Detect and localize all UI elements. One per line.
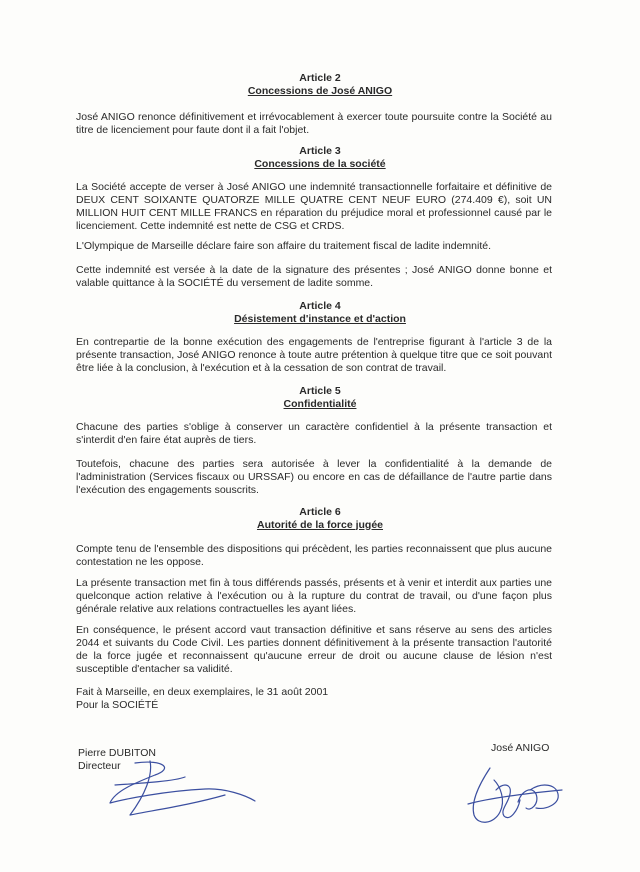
paragraph: La Société accepte de verser à José ANIGO une indemnité transactionnelle forfaitaire et définitive de DEUX CENT SOIXANTE QUATORZE MILLE QUATRE CENT NEUF EURO (274.409 €), soit UN MILLION HUIT CENT MILLE FRANCS en réparation du préjudice moral et professionnel causé par le licenciement. Cette indemnité est nette de CSG et CRDS. — [76, 181, 552, 232]
article-number: Article 3 — [299, 145, 341, 157]
paragraph: Cette indemnité est versée à la date de la signature des présentes ; José ANIGO donne bonne et valable quittance à la SOCIÉTÉ du versement de ladite somme. — [76, 264, 552, 289]
article-4-heading — [0, 300, 640, 325]
employee-signatory-name: José ANIGO — [491, 742, 550, 754]
article-title: Concessions de la société — [254, 157, 386, 170]
paragraph: En conséquence, le présent accord vaut transaction définitive et sans réserve au sens des articles 2044 et suivants du Code Civil. Les parties donnent définitivement à la présente transaction l'autorité de la force jugée et reconnaissent qu'aucune erreur de droit ou aucune clause de lésion n'est susceptible d'entacher sa validité. — [76, 624, 552, 675]
paragraph: L'Olympique de Marseille déclare faire son affaire du traitement fiscal de ladite indemnité. — [76, 240, 492, 252]
article-title: Autorité de la force jugée — [256, 518, 384, 531]
article-number: Article 4 — [299, 300, 341, 312]
company-signatory-name: Pierre DUBITON — [78, 747, 156, 759]
article-number: Article 5 — [299, 385, 341, 397]
article-title: Confidentialité — [283, 397, 357, 410]
article-title: Désistement d'instance et d'action — [234, 312, 406, 325]
paragraph: Compte tenu de l'ensemble des dispositions qui précèdent, les parties reconnaissent que plus aucune contestation ne les oppose. — [76, 543, 552, 568]
article-2-heading — [0, 72, 640, 97]
article-6-heading — [0, 506, 640, 531]
employee-signature — [460, 760, 570, 835]
article-3-heading — [0, 145, 640, 170]
closing-for-company: Pour la SOCIÉTÉ — [76, 699, 159, 711]
paragraph: José ANIGO renonce définitivement et irrévocablement à exercer toute poursuite contre la Société au titre de licenciement pour faute dont il a fait l'objet. — [76, 111, 552, 136]
company-signatory-role: Directeur — [78, 760, 121, 772]
paragraph: Toutefois, chacune des parties sera autorisée à lever la confidentialité à la demande de l'administration (Services fiscaux ou URSSAF) ou encore en cas de défaillance de l'autre partie dans l'exécution des engagements souscrits. — [76, 458, 552, 496]
closing-place-date: Fait à Marseille, en deux exemplaires, le 31 août 2001 — [76, 686, 329, 698]
paragraph: Chacune des parties s'oblige à conserver un caractère confidentiel à la présente transaction et s'interdit d'en faire état auprès de tiers. — [76, 421, 552, 446]
article-number: Article 2 — [299, 72, 341, 84]
paragraph: La présente transaction met fin à tous différends passés, présents et à venir et interdit aux parties une quelconque action relative à l'exécution ou à la rupture du contrat de travail, ou d'une façon plus générale relative aux relations contractuelles les ayant liées. — [76, 577, 552, 615]
article-number: Article 6 — [299, 506, 341, 518]
company-signature — [95, 755, 265, 825]
article-5-heading — [0, 385, 640, 410]
article-title: Concessions de José ANIGO — [247, 84, 393, 97]
paragraph: En contrepartie de la bonne exécution des engagements de l'entreprise figurant à l'article 3 de la présente transaction, José ANIGO renonce à toute autre prétention à quelque titre que ce soit pouvant être liée à la conclusion, à l'exécution et à la cessation de son contrat de travail. — [76, 336, 552, 374]
